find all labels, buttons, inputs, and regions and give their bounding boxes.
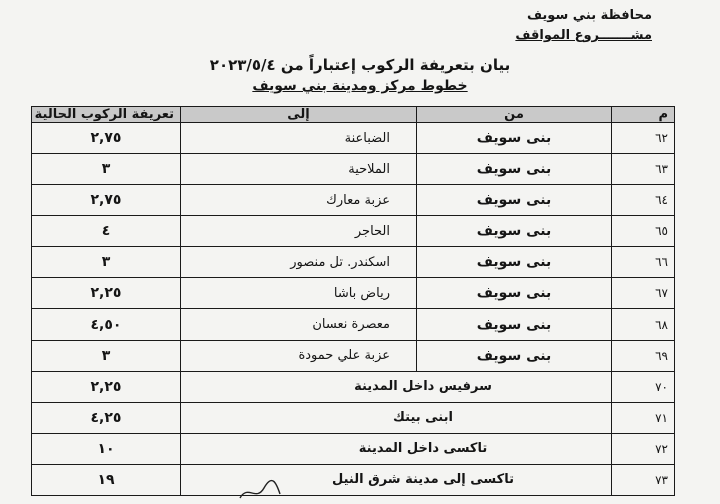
row-num: ٦٧ (612, 278, 675, 309)
row-fare: ١٠ (32, 433, 181, 464)
table-row (32, 340, 675, 371)
governorate-label: محافظة بني سويف (526, 8, 652, 23)
table-row (32, 464, 675, 495)
row-num: ٦٥ (612, 216, 675, 247)
row-from: بنى سويف (417, 154, 612, 185)
row-fare: ٣ (32, 340, 181, 371)
row-to: عزبة معارك (181, 185, 417, 216)
table-row (32, 371, 675, 402)
row-to: معصرة نعسان (181, 309, 417, 340)
row-from: بنى سويف (417, 309, 612, 340)
row-from: بنى سويف (417, 216, 612, 247)
row-to: عزبة علي حمودة (181, 340, 417, 371)
row-fare: ٤ (32, 216, 181, 247)
row-from: بنى سويف (417, 185, 612, 216)
row-num: ٦٢ (612, 123, 675, 154)
table-row (32, 309, 675, 340)
row-route: تاكسى إلى مدينة شرق النيل (181, 464, 612, 495)
row-route: سرفيس داخل المدينة (181, 371, 612, 402)
table-header-row (32, 107, 675, 123)
table-row (32, 216, 675, 247)
row-from: بنى سويف (417, 247, 612, 278)
row-from: بنى سويف (417, 340, 612, 371)
row-to: اسكندر. تل منصور (181, 247, 417, 278)
row-fare: ٢,٢٥ (32, 371, 181, 402)
header-from: من (417, 107, 612, 123)
table-row (32, 185, 675, 216)
row-fare: ٢,٧٥ (32, 123, 181, 154)
row-to: الملاحية (181, 154, 417, 185)
header-to: إلى (181, 107, 417, 123)
table-row (32, 402, 675, 433)
signature-mark (236, 476, 284, 504)
table-row (32, 278, 675, 309)
row-to: الحاجر (181, 216, 417, 247)
row-to: رياض باشا (181, 278, 417, 309)
row-fare: ٢,٢٥ (32, 278, 181, 309)
row-route: ابنى بيتك (181, 402, 612, 433)
row-to: الضباعنة (181, 123, 417, 154)
row-num: ٦٤ (612, 185, 675, 216)
row-from: بنى سويف (417, 278, 612, 309)
table-row (32, 247, 675, 278)
header-fare: تعريفة الركوب الحالية (32, 107, 181, 123)
row-num: ٦٦ (612, 247, 675, 278)
project-label: مشـــــــروع المواقف (515, 28, 652, 43)
row-num: ٦٨ (612, 309, 675, 340)
table-row (32, 433, 675, 464)
row-num: ٧٠ (612, 371, 675, 402)
document-subtitle: خطوط مركز ومدينة بني سويف (252, 78, 468, 94)
row-fare: ١٩ (32, 464, 181, 495)
document-title: بيان بتعريفة الركوب إعتباراً من ٢٠٢٣/٥/٤ (209, 56, 511, 74)
table-row (32, 154, 675, 185)
row-fare: ٣ (32, 154, 181, 185)
table-row (32, 123, 675, 154)
row-fare: ٤,٢٥ (32, 402, 181, 433)
header-num: م (612, 107, 675, 123)
row-fare: ٤,٥٠ (32, 309, 181, 340)
row-route: تاكسى داخل المدينة (181, 433, 612, 464)
row-from: بنى سويف (417, 123, 612, 154)
row-fare: ٣ (32, 247, 181, 278)
row-num: ٧٢ (612, 433, 675, 464)
row-num: ٧٣ (612, 464, 675, 495)
row-fare: ٢,٧٥ (32, 185, 181, 216)
row-num: ٧١ (612, 402, 675, 433)
row-num: ٦٣ (612, 154, 675, 185)
row-num: ٦٩ (612, 340, 675, 371)
fare-table (31, 106, 675, 496)
